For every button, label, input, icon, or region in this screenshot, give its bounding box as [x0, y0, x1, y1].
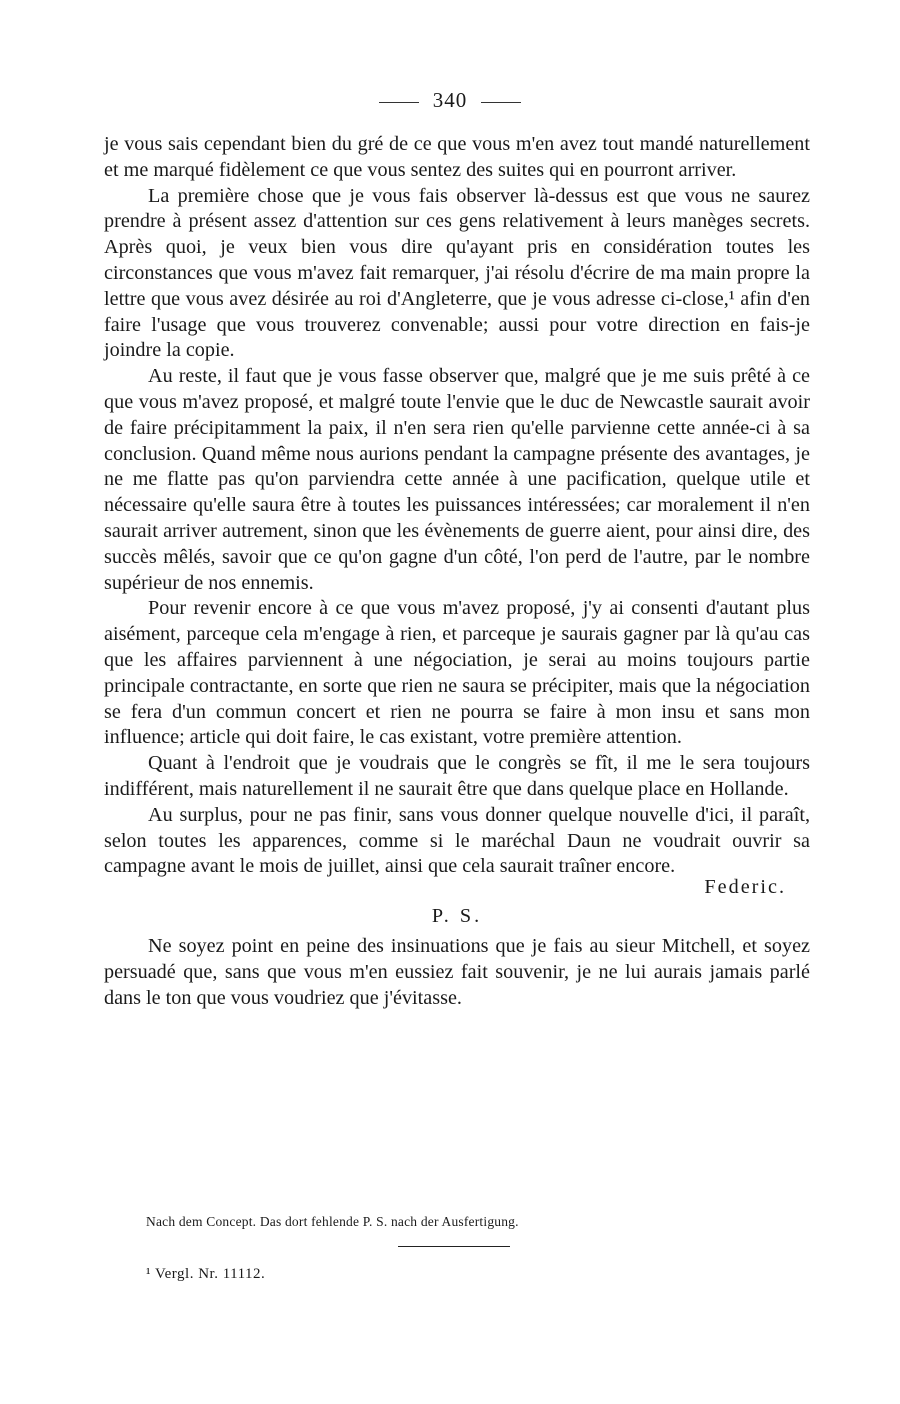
header-dash-right — [481, 102, 521, 103]
paragraph: Pour revenir encore à ce que vous m'avez proposé, j'y ai consenti d'autant plus aisément, parceque cela m'engage à rien, et parceque je saurais gagner par là qu'au cas que les affaires parviennent à une négociation, je serai au moins toujours partie principale contractante, en sorte que rien ne saura se précipiter, mais que la négociation se fera d'un commun concert et rien ne pourra se faire à mon insu et sans mon influence; article qui doit faire, le cas existant, votre première attention. — [104, 597, 810, 749]
paragraph: Quant à l'endroit que je voudrais que le congrès se fît, il me le sera toujours indifférent, mais naturellement il ne saurait être que dans quelque place en Hollande. — [104, 752, 810, 800]
header-dash-left — [379, 102, 419, 103]
footnote: ¹ Vergl. Nr. 11112. — [146, 1266, 266, 1282]
page-number: 340 — [432, 88, 468, 112]
page-header — [0, 88, 900, 113]
postscript-heading: P. S. — [431, 905, 483, 928]
paragraph: Au surplus, pour ne pas finir, sans vous donner quelque nouvelle d'ici, il paraît, selon toutes les apparences, comme si le maréchal Daun ne voudrait ouvrir sa campagne avant le mois de juillet, ainsi que cela saurait traîner encore. — [104, 803, 810, 878]
paragraph: La première chose que je vous fais observer là-dessus est que vous ne saurez prendre à présent assez d'attention sur ces gens relativement à leurs manèges secrets. Après quoi, je veux bien vous dire qu'ayant pris en considération toutes les circonstances que vous m'avez fait remarquer, j'ai résolu d'écrire de ma main propre la lettre que vous avez désirée au roi d'Angleterre, que je vous adresse ci-close,¹ afin d'en faire l'usage que vous trouverez convenable; aussi pour votre direction en fais-je joindre la copie. — [104, 184, 810, 362]
footnote-divider — [398, 1246, 510, 1247]
paragraph-continuation: je vous sais cependant bien du gré de ce que vous m'en avez tout mandé naturellement et me marqué fidèlement ce que vous sentez des suites qui en pourront arriver. — [104, 133, 810, 181]
paragraph: Au reste, il faut que je vous fasse observer que, malgré que je me suis prêté à ce que vous m'avez proposé, et malgré toute l'envie que le duc de Newcastle saurait avoir de faire précipitamment la paix, il n'en sera rien qu'elle parvienne cette année-ci à sa conclusion. Quand même nous aurions pendant la campagne présente des avantages, je ne me flatte pas qu'on parviendra cette année à une pacification, quelque utile et nécessaire qu'elle saura être à toutes les puissances intéressées; car moralement il n'en saurait arriver autrement, sinon que les évènements de guerre aient, pour ainsi dire, des succès mêlés, savoir que ce qu'on gagne d'un côté, l'on perd de l'autre, par le nombre supérieur de nos ennemis. — [104, 365, 810, 594]
letter-body — [104, 132, 810, 1011]
signature: Federic. — [704, 876, 786, 899]
postscript-text: Ne soyez point en peine des insinuations que je fais au sieur Mitchell, et soyez persuadé que, sans que vous m'en eussiez fait souvenir, je ne lui aurais jamais parlé dans le ton que vous voudriez que j'évitasse. — [104, 934, 810, 1009]
source-note: Nach dem Concept. Das dort fehlende P. S. nach der Ausfertigung. — [146, 1214, 519, 1229]
